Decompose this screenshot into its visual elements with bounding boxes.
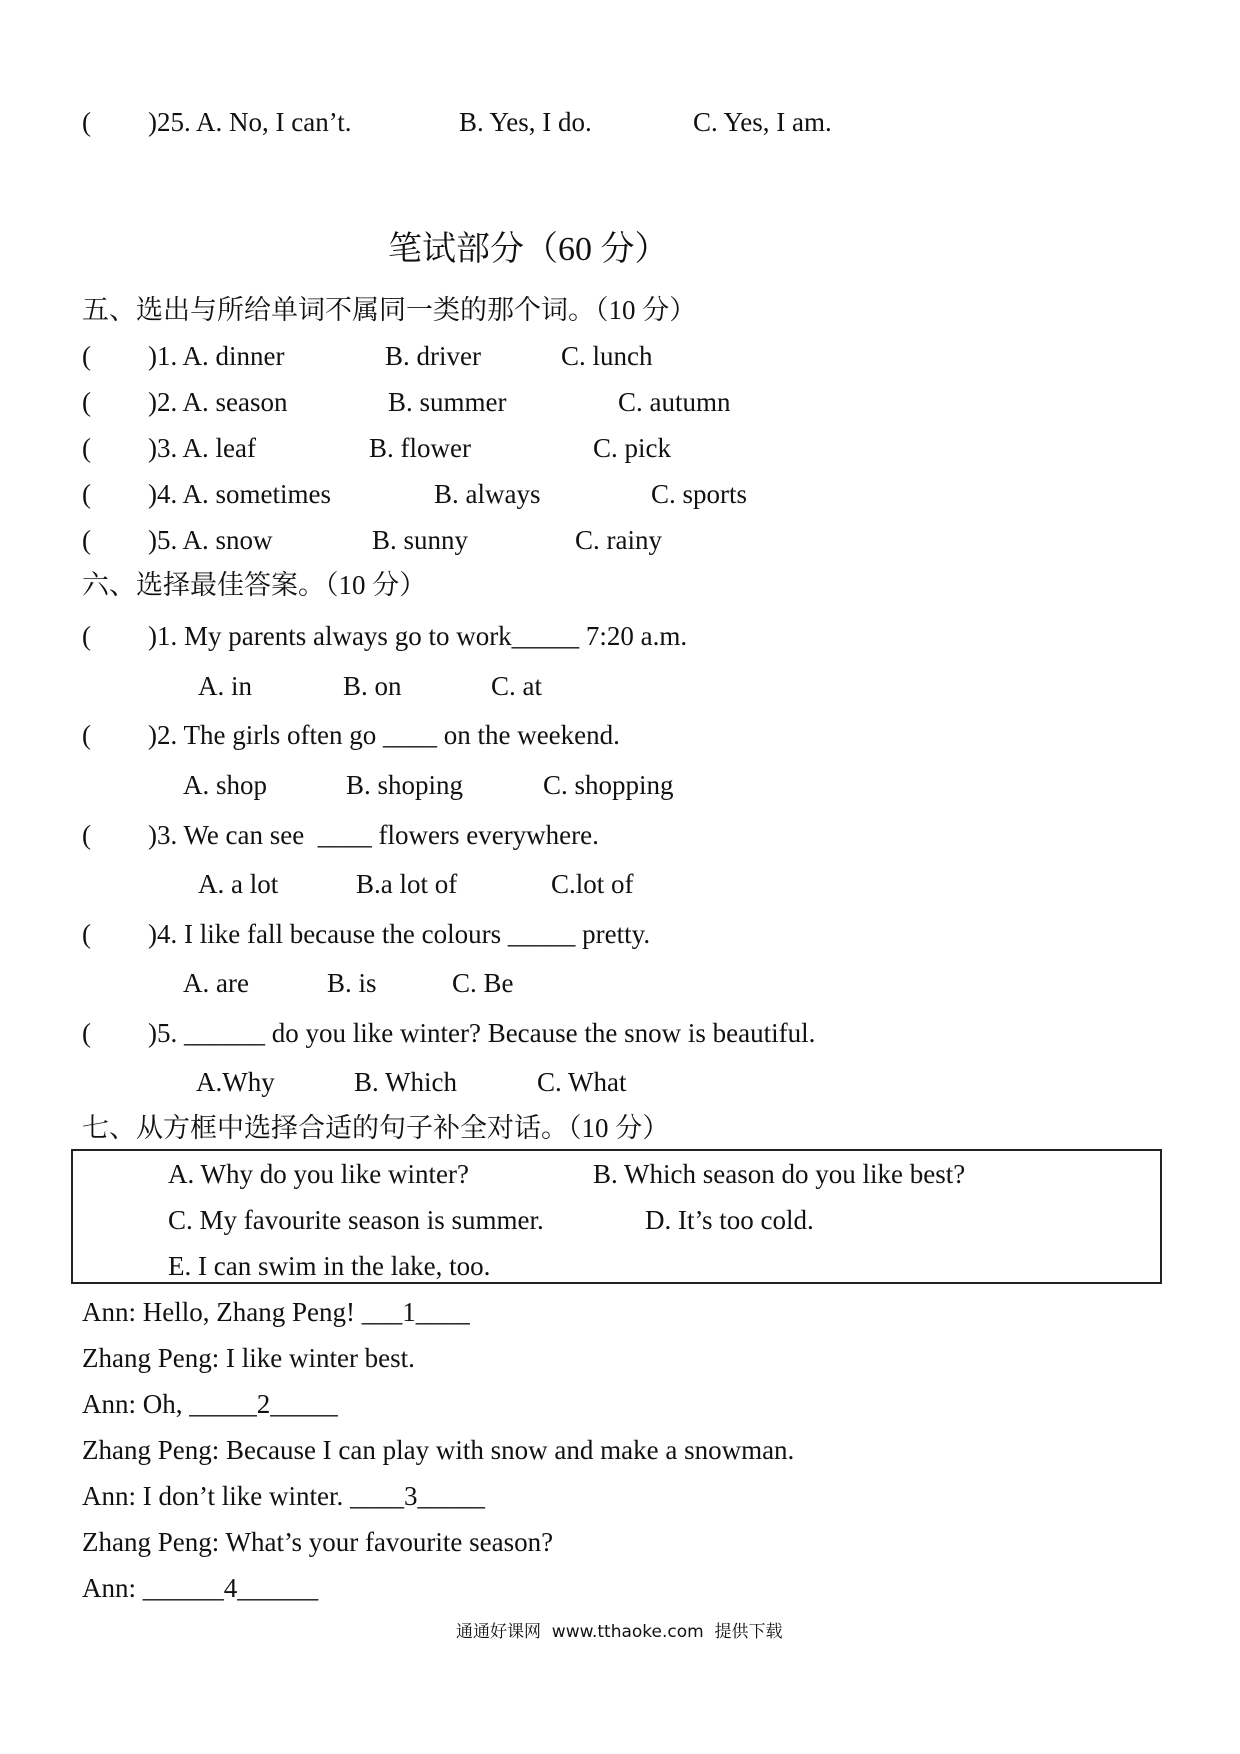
question-text: )3. We can see ____ flowers everywhere. [148, 820, 599, 850]
option-a: )3. A. leaf [148, 433, 256, 463]
paren: ( [82, 479, 91, 509]
question-text: )4. I like fall because the colours _____ pretty. [148, 919, 651, 949]
option-c: C. lunch [561, 341, 653, 371]
option-b: B.a lot of [356, 869, 458, 899]
box-option-b: B. Which season do you like best? [593, 1159, 966, 1189]
box-option-d: D. It’s too cold. [645, 1205, 814, 1235]
option-c: C. shopping [543, 770, 674, 800]
option-b: B. is [327, 968, 377, 998]
option-b: B. driver [385, 341, 481, 371]
option-b: B. always [434, 479, 541, 509]
section7-heading: 七、从方框中选择合适的句子补全对话。（10 分） [82, 1113, 670, 1143]
option-a: A. in [198, 671, 252, 701]
option-a: )4. A. sometimes [148, 479, 331, 509]
option-a: )2. A. season [148, 387, 288, 417]
option-b: B. Which [354, 1067, 457, 1097]
option-b: B. on [343, 671, 402, 701]
option-a: )5. A. snow [148, 525, 273, 555]
q25-paren: ( [82, 107, 91, 137]
option-c: C. rainy [575, 525, 662, 555]
option-b: B. shoping [346, 770, 464, 800]
option-c: C. sports [651, 479, 748, 509]
box-option-e: E. I can swim in the lake, too. [168, 1251, 491, 1281]
option-c: C. Be [452, 968, 514, 998]
section6-heading: 六、选择最佳答案。（10 分） [82, 570, 427, 600]
paren: ( [82, 525, 91, 555]
box-option-c: C. My favourite season is summer. [168, 1205, 544, 1235]
question-text: )1. My parents always go to work_____ 7:20 a.m. [148, 621, 688, 651]
box-option-a: A. Why do you like winter? [168, 1159, 469, 1189]
paren: ( [82, 820, 91, 850]
question-text: )5. ______ do you like winter? Because the snow is beautiful. [148, 1018, 816, 1048]
footer-credit: 通通好课网 www.tthaoke.com 提供下载 [456, 1622, 783, 1642]
paren: ( [82, 720, 91, 750]
dialogue-line: Ann: ______4______ [82, 1573, 319, 1603]
paren: ( [82, 1018, 91, 1048]
q25-option-c: C. Yes, I am. [693, 107, 832, 137]
question-text: )2. The girls often go ____ on the weekend. [148, 720, 620, 750]
section5-heading: 五、选出与所给单词不属同一类的那个词。（10 分） [82, 295, 697, 325]
dialogue-line: Ann: Oh, _____2_____ [82, 1389, 338, 1419]
q25-option-a: )25. A. No, I can’t. [148, 107, 352, 137]
dialogue-line: Zhang Peng: What’s your favourite season? [82, 1527, 554, 1557]
option-c: C. autumn [618, 387, 731, 417]
option-a: A. are [183, 968, 249, 998]
option-c: C. What [537, 1067, 627, 1097]
option-b: B. sunny [372, 525, 469, 555]
q25-option-b: B. Yes, I do. [459, 107, 592, 137]
paren: ( [82, 621, 91, 651]
option-a: A. a lot [198, 869, 279, 899]
written-part-title: 笔试部分（60 分） [388, 231, 669, 268]
option-a: A. shop [183, 770, 268, 800]
option-b: B. flower [369, 433, 471, 463]
option-c: C. at [491, 671, 542, 701]
dialogue-line: Zhang Peng: I like winter best. [82, 1343, 415, 1373]
paren: ( [82, 341, 91, 371]
option-c: C.lot of [551, 869, 634, 899]
option-c: C. pick [593, 433, 671, 463]
option-b: B. summer [388, 387, 507, 417]
paren: ( [82, 387, 91, 417]
dialogue-line: Ann: Hello, Zhang Peng! ___1____ [82, 1297, 470, 1327]
paren: ( [82, 433, 91, 463]
paren: ( [82, 919, 91, 949]
option-a: )1. A. dinner [148, 341, 285, 371]
option-a: A.Why [196, 1067, 275, 1097]
dialogue-line: Zhang Peng: Because I can play with snow and make a snowman. [82, 1435, 795, 1465]
dialogue-line: Ann: I don’t like winter. ____3_____ [82, 1481, 485, 1511]
